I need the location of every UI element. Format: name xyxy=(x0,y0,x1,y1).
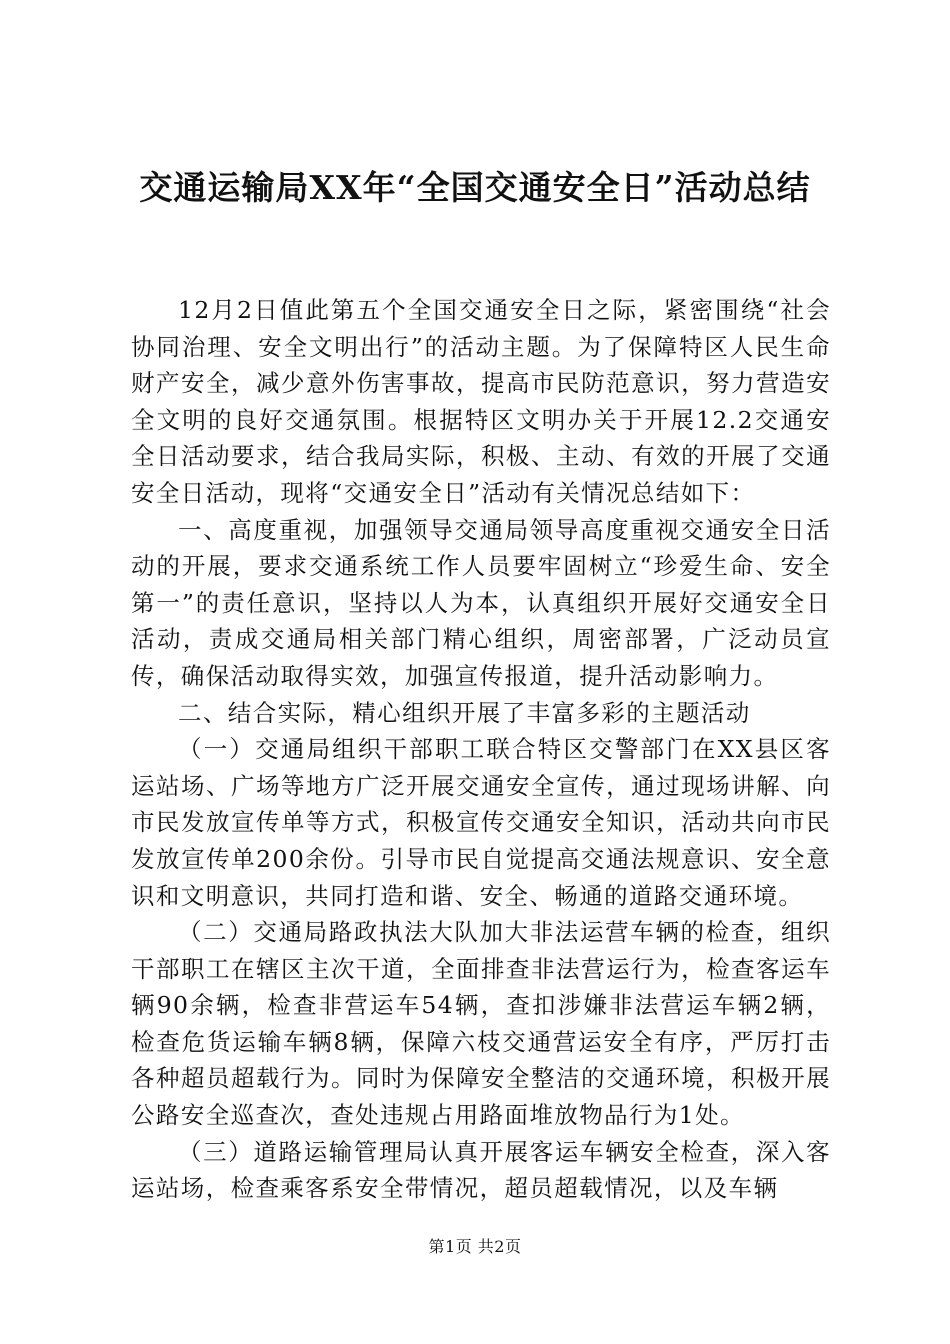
document-body xyxy=(131,292,831,1207)
paragraph-section-two-heading: 二、结合实际，精心组织开展了丰富多彩的主题活动 xyxy=(178,698,751,727)
page-number-footer: 第1页 共2页 xyxy=(428,1237,522,1256)
paragraph-item-two: （二）交通局路政执法大队加大非法运营车辆的检查，组织干部职工在辖区主次干道，全面排查非法营运行为，检查客运车辆90余辆，检查非营运车54辆，查扣涉嫌非法营运车辆2辆，检查危货运输车辆8辆，保障六枝交通营运安全有序，严厉打击各种超员超载行为。同时为保障安全整洁的交通环境，积极开展公路安全巡查次，查处违规占用路面堆放物品行为1处。 xyxy=(131,918,831,1130)
paragraph-item-one: （一）交通局组织干部职工联合特区交警部门在XX县区客运站场、广场等地方广泛开展交通安全宣传，通过现场讲解、向市民发放宣传单等方式，积极宣传交通安全知识，活动共向市民发放宣传单200余份。引导市民自觉提高交通法规意识、安全意识和文明意识，共同打造和谐、安全、畅通的道路交通环境。 xyxy=(131,735,831,910)
paragraph-item-three: （三）道路运输管理局认真开展客运车辆安全检查，深入客运站场，检查乘客系安全带情况，超员超载情况，以及车辆 xyxy=(131,1137,831,1203)
document-title: 交通运输局XX年“全国交通安全日”活动总结 xyxy=(139,168,811,207)
paragraph-intro: 12月2日值此第五个全国交通安全日之际，紧密围绕“社会协同治理、安全文明出行”的活动主题。为了保障特区人民生命财产安全，减少意外伤害事故，提高市民防范意识，努力营造安全文明的良好交通氛围。根据特区文明办关于开展12.2交通安全日活动要求，结合我局实际，积极、主动、有效的开展了交通安全日活动，现将“交通安全日”活动有关情况总结如下： xyxy=(131,296,831,507)
paragraph-section-one: 一、高度重视，加强领导交通局领导高度重视交通安全日活动的开展，要求交通系统工作人员要牢固树立“珍爱生命、安全第一”的责任意识，坚持以人为本，认真组织开展好交通安全日活动，责成交通局相关部门精心组织，周密部署，广泛动员宣传，确保活动取得实效，加强宣传报道，提升活动影响力。 xyxy=(131,515,831,690)
